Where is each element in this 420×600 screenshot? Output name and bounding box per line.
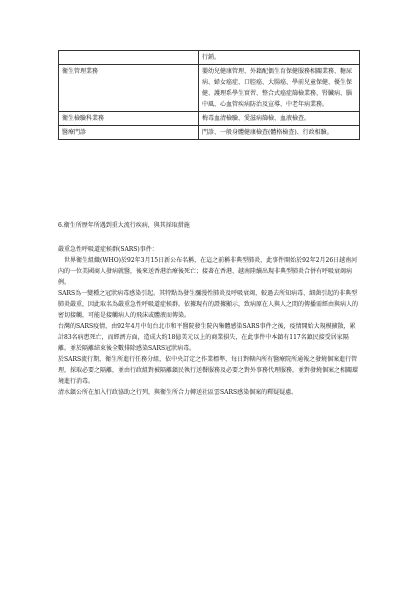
category-cell xyxy=(59,51,199,65)
topic-title: 嚴重急性呼吸道症候群(SARS)事件： xyxy=(58,246,158,253)
body-paragraph: 台灣的SARS疫情，由92年4月中旬台北市和平醫院發生院內集體感染SARS事件之後，疫情開始大規模擴散，累計83名病患死亡，而經濟方面，造成大約18億美元以上的商業損失，在此事件中本鎮有117名鎮民接受居家隔離。並於隔離結束後全數排除感染SARS冠狀病毒。 xyxy=(58,323,356,352)
table-row xyxy=(59,126,360,140)
topic-body xyxy=(58,244,358,398)
table-row xyxy=(59,112,360,126)
body-paragraph: 於SARS流行期，衛生所進行任務分組，依中央訂定之作業標準，每日對轄內所有醫療院所通報之發燒個案進行管理，採取必要之隔離，並由行政組對被隔離鎮民執行送餐服務及必要之對外事務代理服務，並對發燒個案之相關環境進行消毒。 xyxy=(58,356,359,385)
category-cell: 衛生檢驗科業務 xyxy=(59,112,199,126)
duties-cell: 門診、一般身體健康檢查(體格檢查)、行政相驗。 xyxy=(199,126,360,140)
section-heading: 6.衛生所歷年所遇到重大流行疾病，與其採取措施 xyxy=(58,222,190,229)
duties-cell: 行銷。 xyxy=(199,51,360,65)
body-paragraph: 世界衛生組織(WHO)於92年3月15日新公布名稱，在這之前稱非典型肺炎，此事件開始於92年2月26日越南河內的一位美國商人發病就醫，後來送香港治療後死亡；接著在香港、越南陸續出現非典型肺炎合併有呼吸衰竭病例。 xyxy=(58,257,358,286)
duties-cell: 梅毒血清檢驗、愛滋病篩檢、血液檢查。 xyxy=(199,112,360,126)
body-paragraph: 清水鎮公所在加入行政協助之行列，與衛生所合力轉送社區雲SARS感染個案的釋疑疑慮。 xyxy=(58,389,298,396)
duties-cell: 嬰幼兒健康管理、外籍配偶生育保健服務相關業務、糖尿病、婦女癌症、口腔癌、大腸癌、學前兒童保健、優生保健、護理系學生實習、整合式癌症篩檢業務、腎臟病、腦中風、心血管疾病防治及宣導、中老年病業務。 xyxy=(199,65,360,112)
department-duties-table xyxy=(58,50,360,140)
category-cell: 醫療門診 xyxy=(59,126,199,140)
category-cell: 衛生管理業務 xyxy=(59,65,199,112)
body-paragraph: SARS為一變種之冠狀病毒感染引起。其特點為發生瀰漫性肺炎及呼吸衰竭，較過去所知病毒、細菌引起的非典型肺炎嚴重，因此取名為嚴重急性呼吸道症候群。依據現有的證據顯示，致病原在人與人之間的傳播需經由與病人的密切接觸，可能是接觸病人的飛沫或體液而傳染。 xyxy=(58,290,359,319)
table-row xyxy=(59,65,360,112)
table-row xyxy=(59,51,360,65)
